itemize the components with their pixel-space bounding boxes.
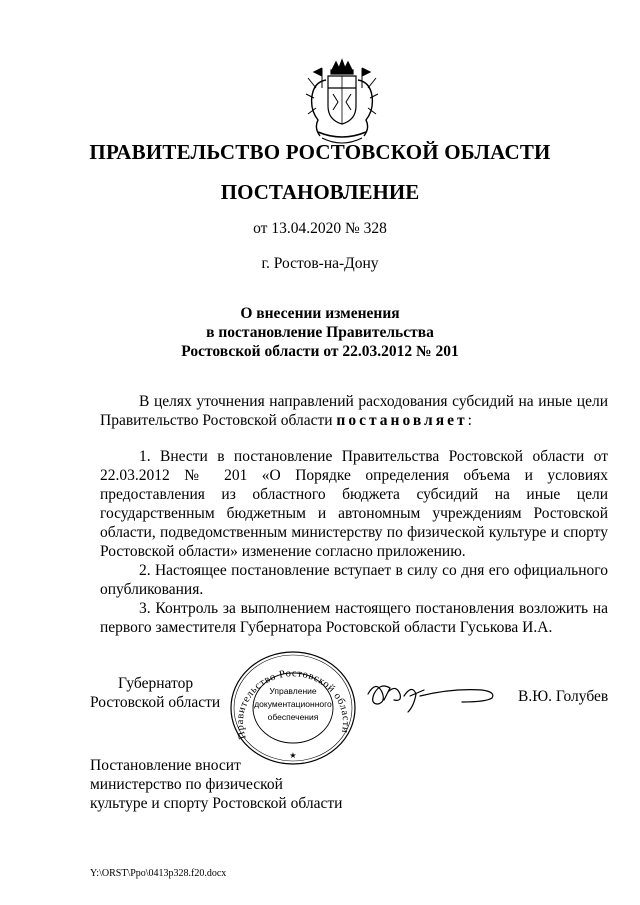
governor-title-line-2: Ростовской области bbox=[90, 694, 221, 711]
governor-title-line-1: Губернатор bbox=[118, 675, 194, 692]
file-path: Y:\ORST\Ppo\0413p328.f20.docx bbox=[90, 868, 227, 879]
official-seal bbox=[228, 648, 358, 766]
items-list bbox=[100, 447, 608, 637]
intro-text: В целях уточнения направлений расходования субсидий на иные цели Правительство Ростовской области bbox=[100, 393, 608, 429]
document-city: г. Ростов-на-Дону bbox=[261, 255, 379, 272]
item-1: 1. Внести в постановление Правительства Ростовской области от 22.03.2012 № 201 «О Порядке определения объема и условиях предоставления из областного бюджета субсидий на иные цели государственным бюджетным и автономным учреждениям Ростовской области, подведомственным министерству по физической культуре и спорту Ростовской области» изменение согласно приложению. bbox=[100, 448, 608, 560]
item-2: 2. Настоящее постановление вступает в силу со дня его официального опубликования. bbox=[100, 562, 608, 598]
document-date-number: от 13.04.2020 № 328 bbox=[253, 220, 387, 237]
intro-paragraph bbox=[100, 392, 608, 430]
handwritten-signature bbox=[362, 672, 502, 718]
seal-inner-line-3: обеспечения bbox=[267, 712, 319, 722]
seal-inner-line-1: Управление bbox=[269, 686, 317, 696]
seal-inner-line-2: документационного bbox=[254, 699, 332, 709]
government-title: ПРАВИТЕЛЬСТВО РОСТОВСКОЙ ОБЛАСТИ bbox=[89, 140, 551, 164]
subject-line-2: в постановление Правительства bbox=[206, 324, 434, 341]
subject-line-3: Ростовской области от 22.03.2012 № 201 bbox=[181, 343, 459, 360]
intro-keyword: постановляет bbox=[336, 412, 468, 429]
submitter-note bbox=[90, 756, 342, 813]
signer-name: В.Ю. Голубев bbox=[518, 688, 609, 705]
rostov-region-coat-of-arms-icon bbox=[302, 58, 382, 150]
document-type: ПОСТАНОВЛЕНИЕ bbox=[220, 180, 420, 204]
submitter-line-3: культуре и спорту Ростовской области bbox=[90, 795, 343, 812]
governor-title bbox=[90, 674, 240, 712]
submitter-line-2: министерство по физической bbox=[90, 776, 283, 793]
subject-line-1: О внесении изменения bbox=[240, 305, 400, 322]
seal-outer-text: Правительство Ростовской области bbox=[234, 668, 352, 741]
document-subject bbox=[0, 304, 640, 361]
submitter-line-1: Постановление вносит bbox=[90, 757, 241, 774]
intro-end: : bbox=[467, 412, 472, 429]
item-3: 3. Контроль за выполнением настоящего постановления возложить на первого заместителя Губернатора Ростовской области Гуськова И.А. bbox=[100, 600, 608, 636]
seal-star-icon: ★ bbox=[289, 751, 297, 760]
